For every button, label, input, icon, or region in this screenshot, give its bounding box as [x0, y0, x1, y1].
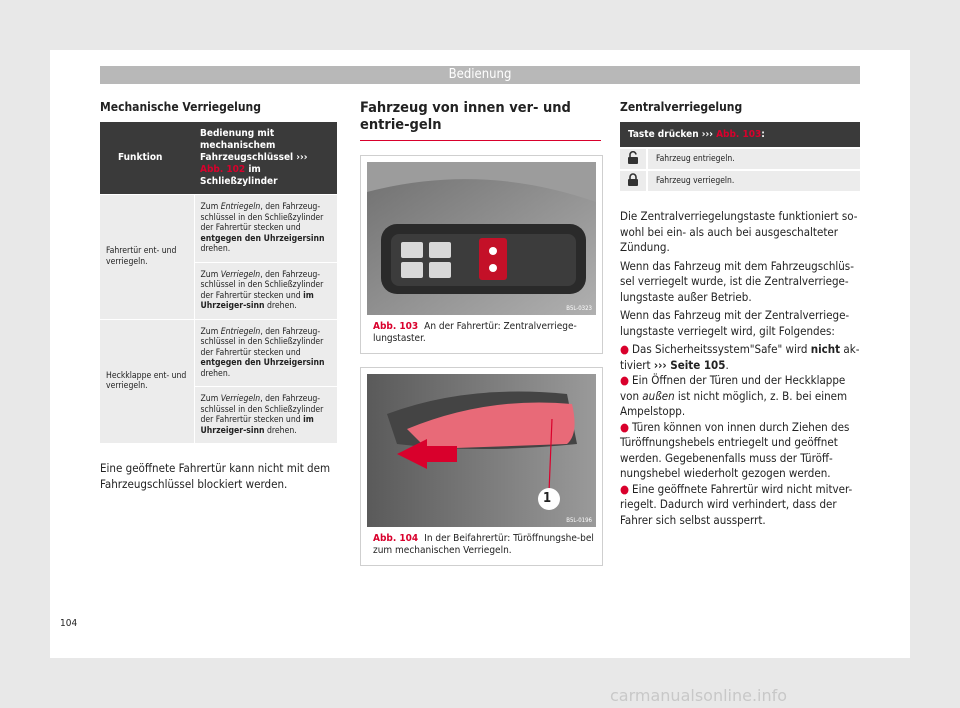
figure-104 [360, 367, 603, 566]
table-header: Taste drücken ››› Abb. 103: [620, 122, 860, 148]
function-cell: Fahrertür ent- und verriegeln. [100, 195, 194, 320]
table-row [620, 170, 860, 191]
unlock-icon [627, 151, 639, 165]
section-title: Mechanische Verriegelung [100, 100, 261, 114]
header-function: Funktion [100, 122, 194, 195]
table-row [100, 319, 337, 387]
mechanical-locking-table [100, 122, 337, 443]
figure-caption: Abb. 103 An der Fahrertür: Zentralverriege-lungstaster. [373, 321, 577, 344]
row-text: Fahrzeug entriegeln. [647, 148, 860, 170]
bullet-item: ● Ein Öffnen der Türen und der Heckklappe von außen ist nicht möglich, z. B. bei einem Ampelstopp. [620, 373, 848, 418]
paragraph: Wenn das Fahrzeug mit der Zentralverriege-lungstaste verriegelt wird, gilt Folgendes: [620, 308, 850, 338]
bullet-item: ● Türen können von innen durch Ziehen des Türöffnungshebels entriegelt und geöffnet werden. Gegebenenfalls muss der Türöff-nungshebel wiederholt gezogen werden. [620, 419, 850, 480]
page-number: 104 [60, 618, 78, 629]
bullet-item: ● Eine geöffnete Fahrertür wird nicht mitver-riegelt. Dadurch wird verhindert, dass der Fahrer sich selbst aussperrt. [620, 481, 853, 527]
header-operation-text-2: im Schließzylinder [200, 164, 278, 187]
body-text [620, 209, 860, 528]
note-text: Eine geöffnete Fahrertür kann nicht mit dem Fahrzeugschlüssel blockiert werden. [100, 461, 331, 491]
operation-cell: Zum Verriegeln, den Fahrzeug-schlüssel in den Schließzylinder der Fahrertür stecken und im Uhrzeiger-sinn drehen. [194, 387, 337, 444]
page-link[interactable]: ››› Seite 105 [653, 357, 726, 372]
paragraph: Wenn das Fahrzeug mit dem Fahrzeugschlüs-sel verriegelt wurde, ist die Zentralverriege-lungstaste außer Betrieb. [620, 258, 854, 304]
operation-cell: Zum Entriegeln, den Fahrzeug-schlüssel in den Schließzylinder der Fahrertür stecken und entgegen den Uhrzeigersinn drehen. [194, 195, 337, 263]
table-row [620, 148, 860, 170]
header-operation-text: Bedienung mit mechanischem Fahrzeugschlüssel [200, 128, 294, 163]
column-mechanical-locking [100, 100, 376, 492]
callout-number: 1 [543, 491, 552, 506]
column-inside-locking [360, 100, 601, 566]
door-handle-image [367, 374, 596, 527]
operation-cell: Zum Verriegeln, den Fahrzeug-schlüssel in den Schließzylinder der Fahrertür stecken und im Uhrzeiger-sinn drehen. [194, 262, 337, 319]
central-locking-table [620, 122, 860, 191]
figure-link[interactable]: Abb. 103 [716, 129, 762, 140]
lock-icon [627, 173, 639, 187]
figure-code: B5L-0196 [566, 517, 592, 524]
section-title: Zentralverriegelung [620, 100, 743, 114]
figure-103 [360, 155, 603, 354]
door-switch-image [367, 162, 596, 315]
section-heading: Fahrzeug von innen ver- und entrie-geln [360, 100, 571, 133]
row-text: Fahrzeug verriegeln. [647, 170, 860, 191]
figure-caption: Abb. 104 In der Beifahrertür: Türöffnungshe-bel zum mechanischen Verriegeln. [373, 533, 594, 556]
column-central-locking [620, 100, 860, 528]
page [50, 50, 910, 658]
operation-cell: Zum Entriegeln, den Fahrzeug-schlüssel in den Schließzylinder der Fahrertür stecken und entgegen den Uhrzeigersinn drehen. [194, 319, 337, 387]
watermark: carmanualsonline.info [610, 686, 788, 705]
header-operation [194, 122, 337, 195]
bullet-item: ● Das Sicherheitssystem"Safe" wird nicht ak-tiviert ››› Seite 105. [620, 342, 860, 372]
paragraph: Die Zentralverriegelungstaste funktioniert so-wohl bei ein- als auch bei ausgeschalteter Zündung. [620, 209, 858, 254]
ref-arrow: ››› [296, 152, 308, 163]
figure-code: B5L-0323 [566, 305, 592, 312]
table-header-row [100, 122, 337, 195]
function-cell: Heckklappe ent- und verriegeln. [100, 319, 194, 443]
section-header: Bedienung [100, 66, 860, 84]
table-row [100, 195, 337, 263]
figure-link[interactable]: Abb. 102 [200, 164, 246, 175]
